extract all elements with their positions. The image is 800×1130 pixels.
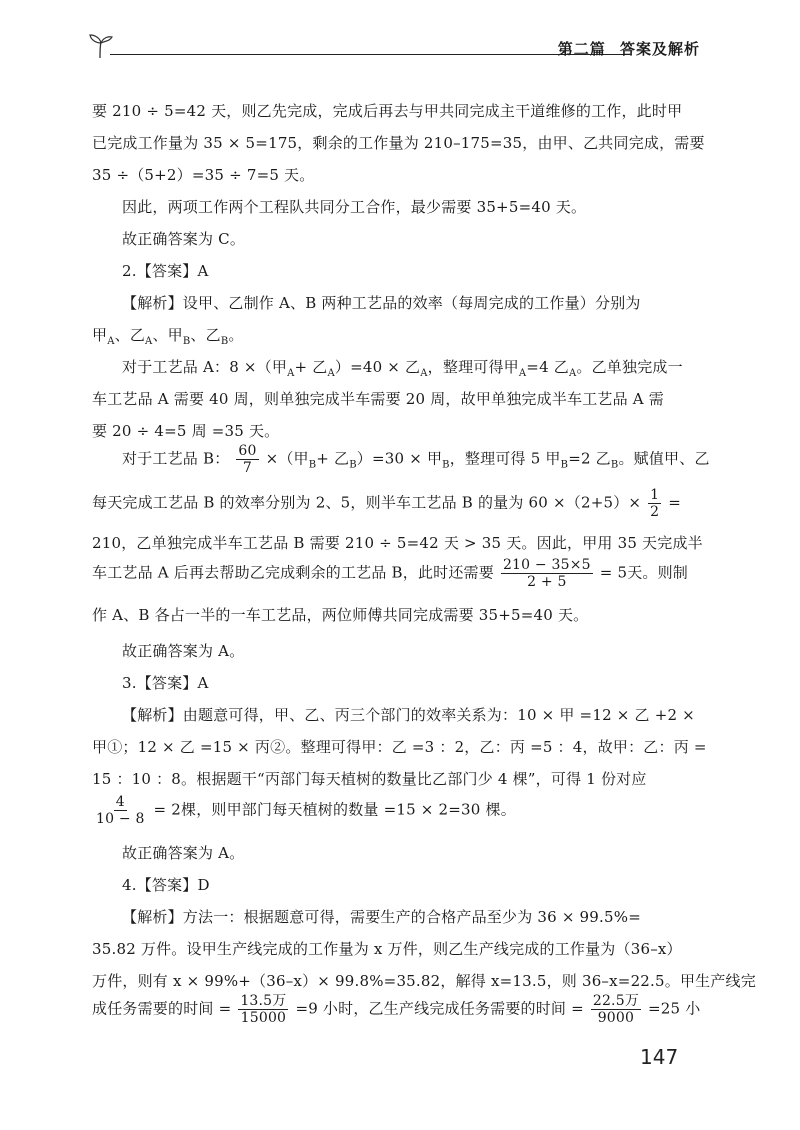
answer-heading-4: 4.【答案】D <box>122 876 210 894</box>
fraction: $\frac{4}{10 - 8}$ <box>96 794 145 827</box>
text-line: 对于工艺品 A：8 ×（甲$_A$+ 乙$_A$）=40 × 乙$_A$，整理可得甲$_A$=4 乙$_A$。乙单独完成一 <box>122 358 683 379</box>
page-number: 147 <box>640 1045 679 1069</box>
text-line: 成任务需要的时间 = $\frac{\text{13.5万}}{15000}$ =9 小时，乙生产线完成任务需要的时间 = $\frac{\text{22.5万}}{9000}$ =25 小 <box>92 993 701 1026</box>
text-line: 万件，则有 x × 99%+（36–x）× 99.8%=35.82，解得 x=13.5，则 36–x=22.5。甲生产线完 <box>92 972 756 990</box>
text-line: 车工艺品 A 需要 40 周，则单独完成半车需要 20 周，故甲单独完成半车工艺品 A 需 <box>92 390 664 408</box>
text-line: $\frac{4}{10 - 8}$ = 2棵，则甲部门每天植树的数量 =15 × 2=30 棵。 <box>96 794 516 827</box>
text-line: 每天完成工艺品 B 的效率分别为 2、5，则半车工艺品 B 的量为 60 ×（2+5）× $\frac{1}{2}$ = <box>92 487 682 520</box>
fraction: $\frac{\text{22.5万}}{9000}$ <box>592 993 640 1026</box>
sprout-icon <box>88 32 114 60</box>
page-header <box>88 28 700 64</box>
text-line: 作 A、B 各占一半的一车工艺品，两位师傅共同完成需要 35+5=40 天。 <box>92 606 589 624</box>
text-line: 车工艺品 A 后再去帮助乙完成剩余的工艺品 B，此时还需要 $\frac{210 - 35\times 5}{2 + 5}$ = 5天。则制 <box>92 557 688 590</box>
answer-heading-2: 2.【答案】A <box>122 262 209 280</box>
header-section: 答案及解析 <box>619 40 700 58</box>
header-part: 第二篇 <box>557 40 606 58</box>
text-line: 要 210 ÷ 5=42 天，则乙先完成，完成后再去与甲共同完成主干道维修的工作，此时甲 <box>92 102 683 120</box>
text-line: 35.82 万件。设甲生产线完成的工作量为 x 万件，则乙生产线完成的工作量为（36–x） <box>92 940 682 958</box>
answer-heading-3: 3.【答案】A <box>122 674 209 692</box>
text-line: 因此，两项工作两个工程队共同分工合作，最少需要 35+5=40 天。 <box>122 198 587 216</box>
text-line: 要 20 ÷ 4=5 周 =35 天。 <box>92 422 280 440</box>
fraction: $\frac{1}{2}$ <box>650 487 660 520</box>
text-line: 【解析】由题意可得，甲、乙、丙三个部门的效率关系为：10 × 甲 =12 × 乙 +2 × <box>122 706 695 724</box>
text-line: 对于工艺品 B： $\frac{60}{7}$ ×（甲$_B$+ 乙$_B$）=30 × 甲$_B$，整理可得 5 甲$_B$=2 乙$_B$。赋值甲、乙 <box>122 443 710 476</box>
fraction: $\frac{60}{7}$ <box>238 443 257 476</box>
text-line: 210，乙单独完成半车工艺品 B 需要 210 ÷ 5=42 天 > 35 天。因此，甲用 35 天完成半 <box>92 534 703 552</box>
text-line: 已完成工作量为 35 × 5=175，剩余的工作量为 210–175=35，由甲、乙共同完成，需要 <box>92 134 705 152</box>
text-line: 故正确答案为 A。 <box>122 642 245 660</box>
text-line: 甲$_A$、乙$_A$、甲$_B$、乙$_B$。 <box>92 326 244 347</box>
text-line: 35 ÷（5+2）=35 ÷ 7=5 天。 <box>92 166 315 184</box>
text-line: 15 ：10 ：8。根据题干“丙部门每天植树的数量比乙部门少 4 棵”，可得 1 份对应 <box>92 770 647 788</box>
fraction: $\frac{\text{13.5万}}{15000}$ <box>240 993 287 1026</box>
text-line: 【解析】方法一：根据题意可得，需要生产的合格产品至少为 36 × 99.5%= <box>122 908 641 926</box>
text-line: 甲①；12 × 乙 =15 × 丙②。整理可得甲：乙 =3 ：2，乙：丙 =5 ：4，故甲：乙：丙 = <box>92 738 707 756</box>
header-title <box>550 38 700 59</box>
text-line: 故正确答案为 A。 <box>122 844 245 862</box>
text-line: 【解析】设甲、乙制作 A、B 两种工艺品的效率（每周完成的工作量）分别为 <box>122 294 641 312</box>
fraction: $\frac{210 - 35\times 5}{2 + 5}$ <box>502 557 591 590</box>
text-line: 故正确答案为 C。 <box>122 230 246 248</box>
